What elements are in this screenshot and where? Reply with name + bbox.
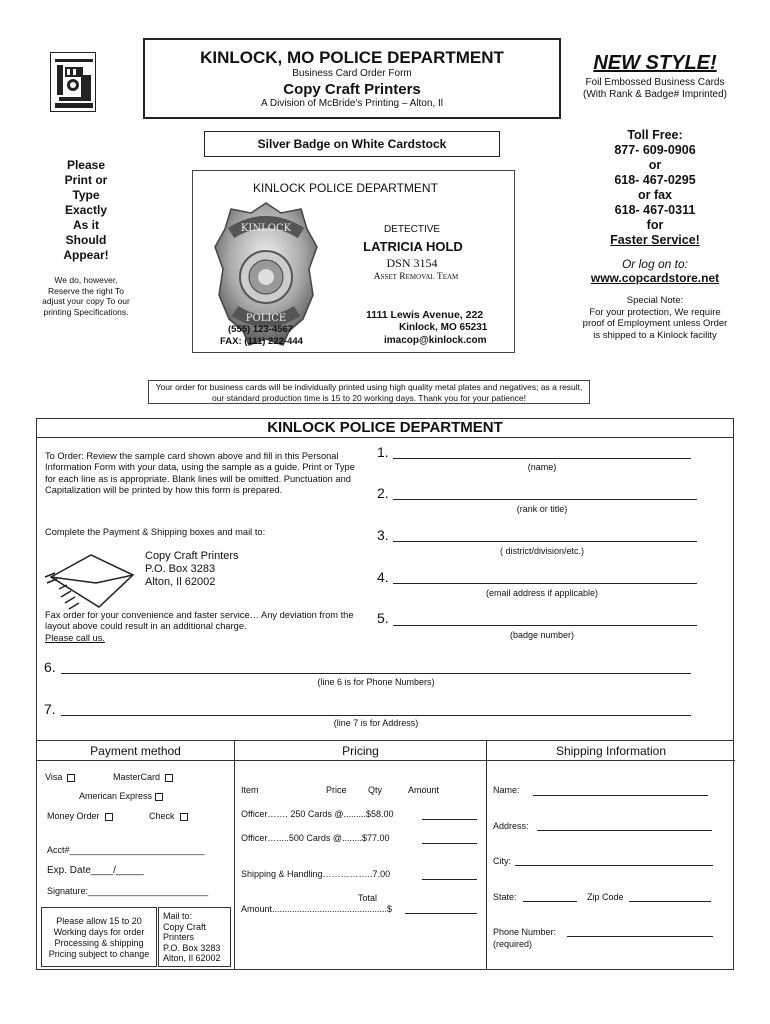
payment-heading: Payment method [37,741,234,761]
mail-to-line: P.O. Box 3283 [145,563,216,575]
foil-description: Foil Embossed Business Cards (With Rank & Badge# Imprinted) [583,77,727,100]
or-text: or [648,158,662,172]
shipping-handling-row: Shipping & Handling……………..7.00 [241,869,391,879]
or-fax-text: or fax [637,188,673,202]
line-number: 6. [44,659,56,675]
exp-date-field[interactable]: Exp. Date____/_____ [47,865,144,876]
ship-name-input[interactable] [533,795,708,796]
fax-instructions [45,610,355,644]
total-label: Total [358,893,378,903]
payment-column [37,741,235,969]
signature-field[interactable]: Signature:________________________ [47,886,209,896]
card-address2: Kinlock, MO 65231 [399,322,488,333]
allow-text: Please allow 15 to 20 Working days for order Processing & shipping Pricing subject to change [48,916,150,959]
please-line: Please [66,158,106,172]
website-link[interactable]: www.copcardstore.net [590,271,720,285]
card-rank: DETECTIVE [383,224,441,235]
ship-city-label: City: [493,856,511,866]
special-note-title: Special Note: [626,295,684,306]
mail-to-line: P.O. Box 3283 [163,942,221,953]
mail-to-line: Alton, Il 62002 [145,576,216,588]
shipping-column [487,741,735,969]
name-input[interactable] [393,458,691,459]
line-number: 5. [377,610,389,626]
please-line: As it [72,218,99,232]
toll-free-label: Toll Free: [627,128,683,142]
production-notice: Your order for business cards will be individually printed using high quality metal plates and negatives; as a result, our standard production time is 15 to 20 working days. Thank you for your patience! [148,380,590,404]
shipping-heading: Shipping Information [487,741,735,761]
special-note-text: For your protection, We require proof of Employment unless Order is shipped to a Kinlock facility [582,306,728,341]
card-email: imacop@kinlock.com [384,335,487,346]
ship-phone-input[interactable] [567,936,713,937]
card-name: LATRICIA HOLD [363,239,463,254]
printer-logo [50,52,96,112]
address-input[interactable] [61,715,691,716]
header-subtitle: Business Card Order Form [292,68,412,79]
line-number: 2. [377,485,389,501]
col-price: Price [326,785,347,795]
money-order-checkbox[interactable] [105,813,113,821]
header-box [143,38,561,119]
total-amount-label: Amount..............................................$ [241,904,393,914]
line-number: 4. [377,569,389,585]
ship-name-label: Name: [493,785,520,795]
card-phone: (555) 123-4567 [228,324,293,335]
card-style-label: Silver Badge on White Cardstock [204,131,500,157]
line-label: (line 7 is for Address) [333,718,419,728]
mastercard-checkbox[interactable] [165,774,173,782]
badge-top-text: KINLOCK [240,223,292,234]
visa-checkbox[interactable] [67,774,75,782]
ship-city-input[interactable] [515,865,713,866]
please-print-text [55,158,117,263]
ship-zip-label: Zip Code [587,892,624,902]
order-instructions: To Order: Review the sample card shown above and fill in this Personal Information Form with your data, using the sample as a guide. Print or Type for each line as is appropriate. Blank lines will be omitted. Punctuation and Capitalization will be printed by how this form is prepared. [45,451,355,495]
order-form [36,418,734,741]
header-title: KINLOCK, MO POLICE DEPARTMENT [200,48,504,67]
ship-phone-label: Phone Number: [493,927,557,937]
please-line: Exactly [64,203,108,217]
card-team: Asset Removal Team [373,272,459,282]
line-label: (email address if applicable) [485,588,599,598]
check-label: Check [149,811,175,821]
visa-option[interactable] [45,772,75,782]
mastercard-label: MasterCard [113,772,161,782]
line-label: ( district/division/etc.) [499,546,585,556]
for-text: for [646,218,664,232]
price-row-500: Officer….....500 Cards @........$77.00 [241,833,390,843]
allow-time-box [41,907,157,967]
mail-to-line: Alton, Il 62002 [163,953,221,963]
check-checkbox[interactable] [180,813,188,821]
mail-to-label: Mail to: [163,911,193,921]
amex-checkbox[interactable] [155,793,163,801]
fax-number: 618- 467-0311 [614,203,696,217]
card-department: KINLOCK POLICE DEPARTMENT [253,181,438,195]
log-on-text: Or log on to: [621,257,689,271]
ship-required-label: (required) [493,939,533,949]
qty-250-input[interactable] [422,819,477,820]
line-label: (name) [527,462,557,472]
mail-to-line: Printers [163,932,195,942]
line-number: 3. [377,527,389,543]
mail-to-address [145,550,239,589]
reserve-right-text: We do, however, Reserve the right To adjust your copy To our printing Specifications. [42,275,130,317]
pricing-column [235,741,487,969]
division-text: A Division of McBride's Printing – Alton, Il [261,98,443,109]
mail-to-line: Copy Craft [163,921,207,932]
account-number-field[interactable]: Acct#___________________________ [47,845,205,855]
please-line: Print or [64,173,108,187]
card-fax: FAX: (111) 222-444 [220,336,303,347]
line-number: 7. [44,701,56,717]
contact-block [585,128,725,248]
ship-address-input[interactable] [537,830,712,831]
phone-numbers-input[interactable] [61,673,691,674]
payment-shipping-grid [36,740,734,970]
alt-phone-number: 618- 467-0295 [614,173,696,187]
mastercard-option[interactable] [113,772,173,782]
title-rule [37,437,733,438]
card-dsn: DSN 3154 [386,256,438,270]
call-us-link[interactable]: Please call us. [45,632,105,643]
fax-text: Fax order for your convenience and faster service… Any deviation from the layout above could result in an additional charge. [45,610,354,632]
please-line: Should [65,233,107,247]
toll-free-number: 877- 609-0906 [614,143,696,157]
money-order-label: Money Order [47,811,100,821]
col-item: Item [241,785,259,795]
total-amount-input[interactable] [405,913,477,914]
mail-to-box [158,907,231,967]
order-form-title: KINLOCK POLICE DEPARTMENT [267,419,503,436]
badge-number-input[interactable] [393,625,697,626]
shipping-amount-input[interactable] [422,879,477,880]
pricing-heading: Pricing [235,741,486,761]
rank-input[interactable] [393,499,697,500]
col-amount: Amount [408,785,440,795]
company-name: Copy Craft Printers [283,81,421,98]
sample-business-card [192,170,515,353]
envelope-icon [41,549,141,615]
line-number: 1. [377,444,389,460]
line-label: (badge number) [509,630,575,640]
district-input[interactable] [393,541,697,542]
amex-option[interactable] [79,791,163,801]
line-label: (line 6 is for Phone Numbers) [317,677,435,687]
badge-bottom-text: POLICE [245,313,287,324]
money-order-option[interactable] [47,811,113,821]
mail-to-line: Copy Craft Printers [145,550,239,562]
price-row-250: Officer……. 250 Cards @.........$58.00 [241,809,394,819]
col-qty: Qty [368,785,383,795]
line-label: (rank or title) [516,504,568,514]
ship-address-label: Address: [493,821,529,831]
ship-state-label: State: [493,892,517,902]
ship-zip-input[interactable] [629,901,711,902]
faster-service: Faster Service! [610,233,700,247]
please-line: Appear! [63,248,109,262]
ship-state-input[interactable] [523,901,577,902]
amex-label: American Express [79,791,153,801]
complete-instructions: Complete the Payment & Shipping boxes and mail to: [45,527,266,537]
please-line: Type [72,188,100,202]
email-input[interactable] [393,583,697,584]
new-style-banner: NEW STYLE! [593,52,717,74]
visa-label: Visa [45,772,63,782]
special-note [580,295,730,341]
check-option[interactable] [149,811,188,821]
card-address1: 1111 Lewis Avenue, 222 [366,309,484,321]
qty-500-input[interactable] [422,843,477,844]
